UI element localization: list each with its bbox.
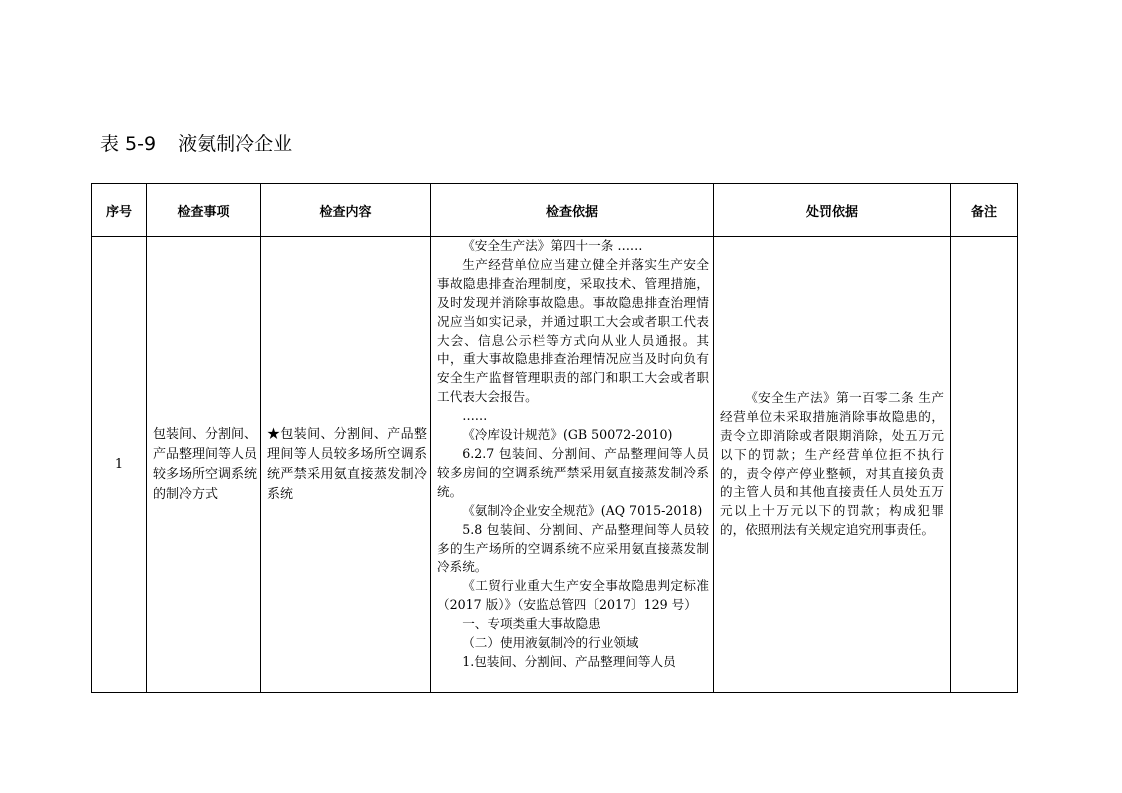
basis-paragraph: 《安全生产法》第四十一条 ……	[462, 238, 643, 253]
header-index: 序号	[92, 184, 147, 237]
header-item: 检查事项	[147, 184, 261, 237]
row-remark	[951, 237, 1018, 693]
basis-paragraph: 《工贸行业重大生产安全事故隐患判定标准（2017 版）》（安监总管四〔2017〕129 号）	[437, 578, 709, 613]
row-index: 1	[92, 237, 147, 693]
basis-paragraph: 5.8 包装间、分割间、产品整理间等人员较多的生产场所的空调系统不应采用氨直接蒸发制冷系统。	[437, 521, 709, 575]
row-item: 包装间、分割间、产品整理间等人员较多场所空调系统的制冷方式	[147, 237, 261, 693]
basis-paragraph: （二）使用液氨制冷的行业领域	[462, 635, 639, 651]
header-basis: 检查依据	[431, 184, 714, 237]
basis-paragraph: 1.包装间、分割间、产品整理间等人员	[462, 653, 676, 669]
basis-paragraph: 一、专项类重大事故隐患	[462, 616, 601, 632]
page-title	[100, 130, 292, 158]
table-name: 液氨制冷企业	[178, 133, 293, 155]
row-basis	[431, 237, 714, 693]
inspection-table	[91, 183, 1018, 693]
row-penalty	[714, 237, 951, 693]
header-row	[92, 184, 1018, 237]
basis-text	[431, 237, 713, 692]
table-row	[92, 237, 1018, 693]
basis-paragraph: 6.2.7 包装间、分割间、产品整理间等人员较多房间的空调系统严禁采用氨直接蒸发制冷系统。	[437, 445, 709, 499]
row-content: ★包装间、分割间、产品整理间等人员较多场所空调系统严禁采用氨直接蒸发制冷系统	[261, 237, 431, 693]
penalty-text: 《安全生产法》第一百零二条 生产经营单位未采取措施消除事故隐患的，责令立即消除或者限期消除，处五万元以下的罚款；生产经营单位拒不执行的，责令停产停业整顿，对其直接负责的主管人员和其他直接责任人员处五万元以上十万元以下的罚款；构成犯罪的，依照刑法有关规定追究刑事责任。	[720, 389, 944, 538]
header-remark: 备注	[951, 184, 1018, 237]
basis-paragraph: ……	[462, 408, 488, 424]
basis-paragraph: 《氨制冷企业安全规范》(AQ 7015-2018)	[462, 502, 703, 518]
header-penalty: 处罚依据	[714, 184, 951, 237]
header-content: 检查内容	[261, 184, 431, 237]
basis-paragraph: 生产经营单位应当建立健全并落实生产安全事故隐患排查治理制度，采取技术、管理措施，及时发现并消除事故隐患。事故隐患排查治理情况应当如实记录，并通过职工大会或者职工代表大会、信息公示栏等方式向从业人员通报。其中，重大事故隐患排查治理情况应当及时向负有安全生产监督管理职责的部门和职工大会或者职工代表大会报告。	[437, 256, 709, 405]
basis-paragraph: 《冷库设计规范》(GB 50072-2010)	[462, 427, 673, 443]
table-number: 表 5-9	[100, 133, 157, 155]
